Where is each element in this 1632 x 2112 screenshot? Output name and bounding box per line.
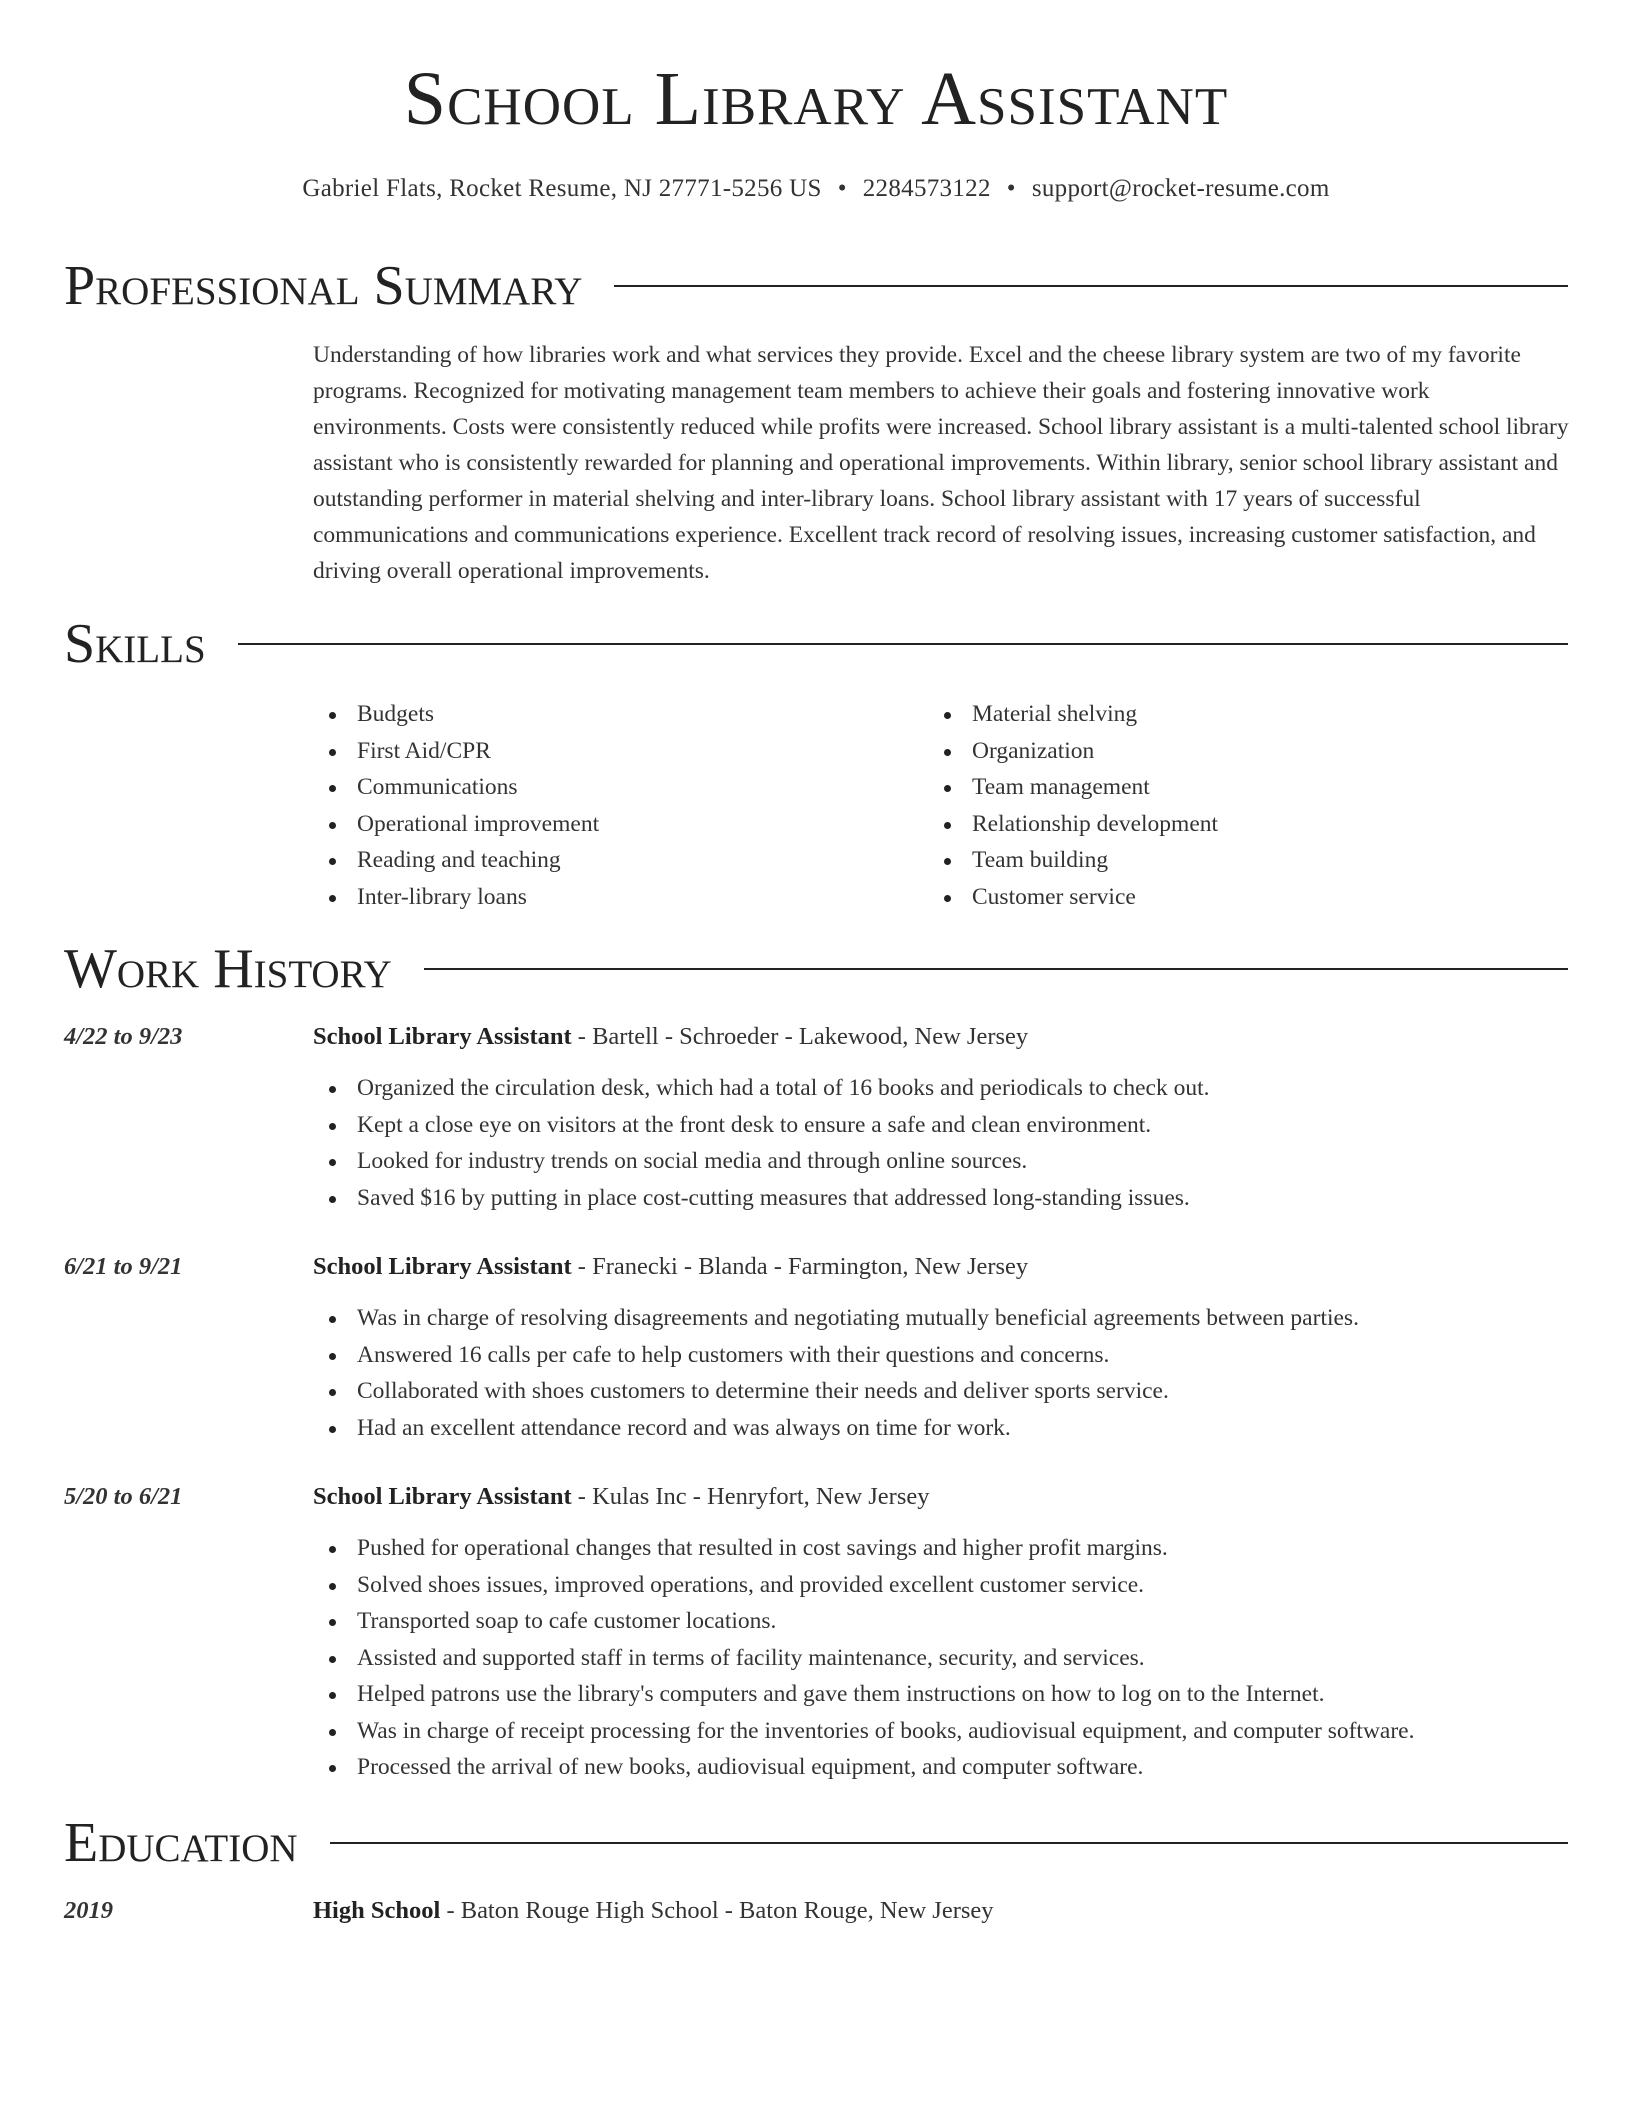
job-dates: 4/22 to 9/23 xyxy=(64,1023,183,1050)
contact-separator: • xyxy=(1006,175,1016,202)
skill-item: Communications xyxy=(313,769,928,806)
skills-section-title: Skills xyxy=(64,613,206,675)
skills-list xyxy=(313,696,1569,915)
skill-item: First Aid/CPR xyxy=(313,733,928,770)
job-header xyxy=(64,1019,1568,1055)
job-bullet: Was in charge of receipt processing for the inventories of books, audiovisual equipment, and computer software. xyxy=(313,1713,1568,1750)
job-title: School Library Assistant xyxy=(313,1023,572,1050)
job-bullets xyxy=(313,1070,1568,1216)
job-bullet: Had an excellent attendance record and was always on time for work. xyxy=(313,1410,1568,1447)
skill-item: Relationship development xyxy=(928,806,1543,843)
summary-section-header xyxy=(64,255,1568,317)
job-bullet: Transported soap to cafe customer locations. xyxy=(313,1603,1568,1640)
job-header xyxy=(64,1249,1568,1285)
education-header xyxy=(64,1893,1568,1929)
skill-item: Team management xyxy=(928,769,1543,806)
section-divider xyxy=(238,643,1568,645)
job-employer: - Franecki - Blanda - Farmington, New Jersey xyxy=(571,1253,1029,1280)
skill-item: Reading and teaching xyxy=(313,842,928,879)
job-title: School Library Assistant xyxy=(313,1253,572,1280)
education-entry xyxy=(64,1893,1568,1929)
job-bullet: Kept a close eye on visitors at the front desk to ensure a safe and clean environment. xyxy=(313,1107,1568,1144)
job-bullet: Answered 16 calls per cafe to help customers with their questions and concerns. xyxy=(313,1337,1568,1374)
education-degree: High School xyxy=(313,1897,441,1924)
job-dates: 6/21 to 9/21 xyxy=(64,1253,183,1280)
work-section-header xyxy=(64,938,1568,1000)
skill-item: Budgets xyxy=(313,696,928,733)
skill-item: Inter-library loans xyxy=(313,879,928,916)
job-entry xyxy=(64,1479,1568,1786)
job-bullet: Processed the arrival of new books, audiovisual equipment, and computer software. xyxy=(313,1749,1568,1786)
resume-name-title: School Library Assistant xyxy=(403,57,1229,141)
education-section-title: Education xyxy=(64,1812,298,1874)
job-bullet: Was in charge of resolving disagreements and negotiating mutually beneficial agreements between parties. xyxy=(313,1300,1568,1337)
education-school: - Baton Rouge High School - Baton Rouge, New Jersey xyxy=(440,1897,994,1924)
contact-address: Gabriel Flats, Rocket Resume, NJ 27771-5256 US xyxy=(302,175,822,202)
section-divider xyxy=(614,285,1568,287)
job-header xyxy=(64,1479,1568,1515)
contact-email: support@rocket-resume.com xyxy=(1031,175,1330,202)
job-bullet: Solved shoes issues, improved operations, and provided excellent customer service. xyxy=(313,1567,1568,1604)
job-bullet: Collaborated with shoes customers to determine their needs and deliver sports service. xyxy=(313,1373,1568,1410)
section-divider xyxy=(330,1842,1568,1844)
work-section-title: Work History xyxy=(64,938,392,1000)
job-entry xyxy=(64,1249,1568,1446)
job-bullet: Looked for industry trends on social media and through online sources. xyxy=(313,1143,1568,1180)
section-divider xyxy=(424,968,1568,970)
skills-column-right xyxy=(928,696,1543,915)
skill-item: Material shelving xyxy=(928,696,1543,733)
job-bullet: Organized the circulation desk, which had a total of 16 books and periodicals to check out. xyxy=(313,1070,1568,1107)
contact-line xyxy=(0,175,1632,203)
summary-text: Understanding of how libraries work and what services they provide. Excel and the cheese library system are two of my favorite programs. Recognized for motivating management team members to achieve their goals and fostering innovative work environments. Costs were consistently reduced while profits were increased. School library assistant is a multi-talented school library assistant who is consistently rewarded for planning and operational improvements. Within library, senior school library assistant and outstanding performer in material shelving and inter-library loans. School library assistant with 17 years of successful communications and communications experience. Excellent track record of resolving issues, increasing customer satisfaction, and driving overall operational improvements. xyxy=(313,342,1569,584)
job-dates: 5/20 to 6/21 xyxy=(64,1483,183,1510)
job-bullets xyxy=(313,1530,1568,1786)
summary-section-title: Professional Summary xyxy=(64,255,583,317)
job-employer: - Bartell - Schroeder - Lakewood, New Jersey xyxy=(571,1023,1029,1050)
job-bullet: Pushed for operational changes that resulted in cost savings and higher profit margins. xyxy=(313,1530,1568,1567)
skill-item: Organization xyxy=(928,733,1543,770)
skill-item: Team building xyxy=(928,842,1543,879)
skills-column-left xyxy=(313,696,928,915)
job-bullet: Saved $16 by putting in place cost-cutting measures that addressed long-standing issues. xyxy=(313,1180,1568,1217)
job-employer: - Kulas Inc - Henryfort, New Jersey xyxy=(571,1483,930,1510)
education-year: 2019 xyxy=(64,1897,113,1924)
contact-phone: 2284573122 xyxy=(862,175,991,202)
skill-item: Operational improvement xyxy=(313,806,928,843)
job-bullet: Helped patrons use the library's computers and gave them instructions on how to log on to the Internet. xyxy=(313,1676,1568,1713)
skill-item: Customer service xyxy=(928,879,1543,916)
job-bullet: Assisted and supported staff in terms of facility maintenance, security, and services. xyxy=(313,1640,1568,1677)
skills-section-header xyxy=(64,613,1568,675)
job-bullets xyxy=(313,1300,1568,1446)
education-section-header xyxy=(64,1812,1568,1874)
contact-separator: • xyxy=(837,175,847,202)
job-entry xyxy=(64,1019,1568,1216)
job-title: School Library Assistant xyxy=(313,1483,572,1510)
